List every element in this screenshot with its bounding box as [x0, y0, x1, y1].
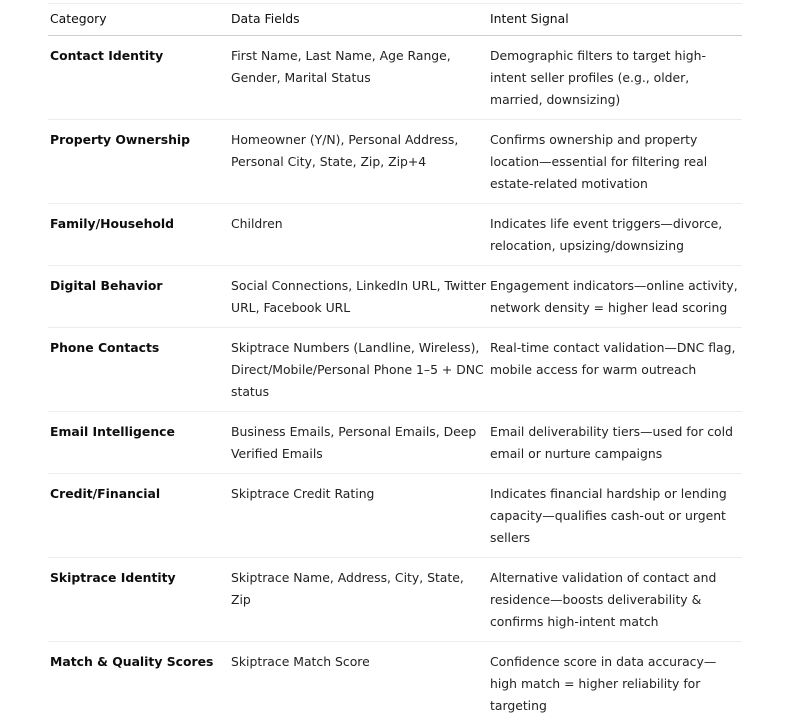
row-category: Skiptrace Identity	[48, 558, 229, 642]
table-row	[48, 328, 742, 412]
row-data-fields: Skiptrace Name, Address, City, State, Zip	[229, 558, 488, 642]
row-data-fields: Skiptrace Numbers (Landline, Wireless), Direct/Mobile/Personal Phone 1–5 + DNC status	[229, 328, 488, 412]
row-category: Property Ownership	[48, 120, 229, 204]
row-category: Phone Contacts	[48, 328, 229, 412]
row-data-fields: Social Connections, LinkedIn URL, Twitter URL, Facebook URL	[229, 266, 488, 328]
row-category: Family/Household	[48, 204, 229, 266]
table-row	[48, 120, 742, 204]
row-intent-signal: Confirms ownership and property location—essential for filtering real estate-related motivation	[488, 120, 742, 204]
row-data-fields: Skiptrace Credit Rating	[229, 474, 488, 558]
header-intent-signal: Intent Signal	[488, 4, 742, 36]
header-category: Category	[48, 4, 229, 36]
row-category: Match & Quality Scores	[48, 642, 229, 725]
table-row	[48, 642, 742, 725]
table-row	[48, 204, 742, 266]
row-data-fields: Business Emails, Personal Emails, Deep Verified Emails	[229, 412, 488, 474]
row-category: Email Intelligence	[48, 412, 229, 474]
table-row	[48, 36, 742, 120]
row-data-fields: Children	[229, 204, 488, 266]
table-header-row	[48, 4, 742, 36]
row-intent-signal: Real-time contact validation—DNC flag, mobile access for warm outreach	[488, 328, 742, 412]
row-category: Credit/Financial	[48, 474, 229, 558]
row-intent-signal: Email deliverability tiers—used for cold email or nurture campaigns	[488, 412, 742, 474]
row-intent-signal: Demographic filters to target high-intent seller profiles (e.g., older, married, downsizing)	[488, 36, 742, 120]
header-data-fields: Data Fields	[229, 4, 488, 36]
table-row	[48, 412, 742, 474]
row-intent-signal: Indicates financial hardship or lending capacity—qualifies cash-out or urgent sellers	[488, 474, 742, 558]
row-category: Contact Identity	[48, 36, 229, 120]
row-category: Digital Behavior	[48, 266, 229, 328]
row-intent-signal: Engagement indicators—online activity, network density = higher lead scoring	[488, 266, 742, 328]
data-fields-table	[48, 4, 742, 725]
row-intent-signal: Alternative validation of contact and residence—boosts deliverability & confirms high-intent match	[488, 558, 742, 642]
row-data-fields: Homeowner (Y/N), Personal Address, Personal City, State, Zip, Zip+4	[229, 120, 488, 204]
row-data-fields: First Name, Last Name, Age Range, Gender, Marital Status	[229, 36, 488, 120]
table-row	[48, 266, 742, 328]
table-row	[48, 474, 742, 558]
row-intent-signal: Indicates life event triggers—divorce, relocation, upsizing/downsizing	[488, 204, 742, 266]
row-intent-signal: Confidence score in data accuracy—high match = higher reliability for targeting	[488, 642, 742, 725]
data-table-container	[48, 3, 742, 725]
table-row	[48, 558, 742, 642]
row-data-fields: Skiptrace Match Score	[229, 642, 488, 725]
